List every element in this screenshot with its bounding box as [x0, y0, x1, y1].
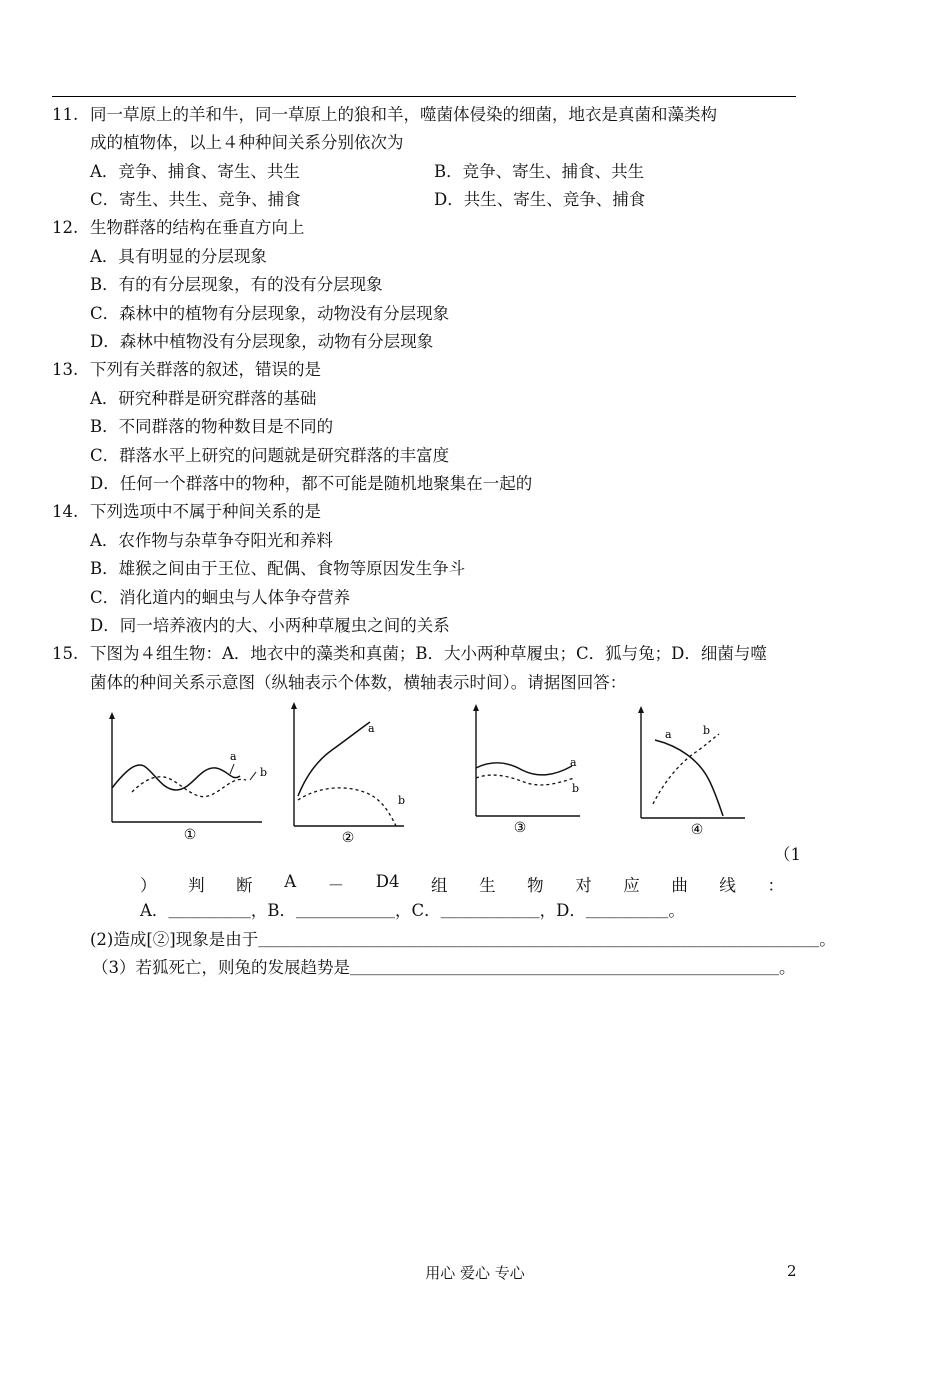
q11-option-d: D．共生、寄生、竞争、捕食 — [434, 190, 646, 209]
page-number: 2 — [787, 1262, 797, 1280]
figure-4 — [633, 704, 753, 839]
figure-3 — [468, 702, 588, 837]
q15-sub1-spread-line — [140, 872, 784, 896]
q14-option-b: B．雄猴之间由于王位、配偶、食物等原因发生争斗 — [90, 559, 466, 578]
figure-1-curve-a — [112, 765, 240, 790]
figure-4-curve-b — [653, 734, 719, 804]
q14-option-a: A．农作物与杂草争夺阳光和养料 — [90, 531, 333, 550]
figure-4-label-a: a — [665, 728, 672, 741]
figure-1-label-a: a — [230, 750, 237, 763]
q15-stem-line2: 菌体的种间关系示意图（纵轴表示个体数，横轴表示时间）。请据图回答： — [90, 673, 627, 692]
q15-sub1-char: 断 — [236, 876, 253, 895]
q15-sub1-char: 生 — [479, 876, 496, 895]
q13-option-b: B．不同群落的物种数目是不同的 — [90, 417, 334, 436]
header-rule — [52, 96, 796, 97]
q15-sub2: (2)造成[②]现象是由于＿＿＿＿＿＿＿＿＿＿＿＿＿＿＿＿＿＿＿＿＿＿＿＿＿＿＿＿＿＿＿＿＿＿。 — [90, 930, 836, 949]
figure-3-label-b: b — [572, 782, 580, 795]
q15-sub1-open: （1 — [774, 845, 801, 864]
q15-sub1-char: 曲 — [671, 876, 688, 895]
q15-sub1-char: 物 — [527, 876, 544, 895]
q15-sub1-char: 组 — [431, 876, 448, 895]
q12-option-b: B．有的有分层现象，有的没有分层现象 — [90, 275, 383, 294]
q11-stem-line1: 同一草原上的羊和牛，同一草原上的狼和羊，噬菌体侵染的细菌，地衣是真菌和藻类构 — [90, 105, 717, 124]
footer-motto: 用心 爱心 专心 — [425, 1264, 525, 1282]
figure-2-y-arrow — [291, 702, 297, 709]
figure-3-curve-a — [476, 763, 572, 775]
figure-4-number: ④ — [690, 822, 704, 838]
figure-1-number: ① — [183, 827, 197, 843]
q14-option-d: D．同一培养液内的大、小两种草履虫之间的关系 — [90, 616, 450, 635]
q11-number: 11. — [52, 105, 79, 124]
q15-sub1-char: ） — [140, 876, 157, 895]
q15-sub1-blanks: A．＿＿＿＿＿，B．＿＿＿＿＿＿，C．＿＿＿＿＿＿，D．＿＿＿＿＿。 — [140, 901, 685, 920]
figure-1-leader-b — [250, 772, 256, 780]
q13-option-c: C．群落水平上研究的问题就是研究群落的丰富度 — [90, 446, 450, 465]
q12-option-a: A．具有明显的分层现象 — [90, 247, 267, 266]
figure-3-number: ③ — [513, 820, 527, 836]
figure-2-number: ② — [341, 830, 355, 845]
figure-1-curve-b — [132, 777, 246, 797]
q12-number: 12. — [52, 218, 79, 237]
q14-stem: 下列选项中不属于种间关系的是 — [90, 502, 321, 521]
q12-option-c: C．森林中的植物有分层现象，动物没有分层现象 — [90, 304, 450, 323]
q15-sub1-char: A — [284, 872, 297, 891]
figure-3-curve-b — [476, 775, 574, 785]
q15-sub1-char: 对 — [575, 876, 592, 895]
q11-option-c: C．寄生、共生、竞争、捕食 — [90, 190, 301, 209]
q15-stem-line1: 下图为４组生物：A．地衣中的藻类和真菌；B．大小两种草履虫；C．狐与兔；D．细菌与噬 — [90, 644, 767, 663]
figure-1 — [104, 710, 274, 845]
q15-sub1-char: 判 — [188, 876, 205, 895]
q15-sub1-char: ： — [767, 876, 784, 895]
q13-stem: 下列有关群落的叙述，错误的是 — [90, 360, 321, 379]
figure-3-label-a: a — [570, 756, 577, 769]
q14-option-c: C．消化道内的蛔虫与人体争夺营养 — [90, 588, 351, 607]
q11-stem-line2: 成的植物体，以上４种种间关系分别依次为 — [90, 133, 404, 152]
q13-number: 13. — [52, 360, 79, 379]
figure-1-y-arrow — [109, 712, 115, 719]
q15-sub3: （3）若狐死亡，则兔的发展趋势是＿＿＿＿＿＿＿＿＿＿＿＿＿＿＿＿＿＿＿＿＿＿＿＿＿＿。 — [92, 958, 796, 977]
q15-sub1-char: 应 — [623, 876, 640, 895]
figure-4-y-arrow — [638, 706, 644, 713]
q15-sub1-char: 线 — [719, 876, 736, 895]
q11-option-b: B．竞争、寄生、捕食、共生 — [434, 162, 645, 181]
figure-1-label-b: b — [260, 766, 268, 779]
figure-2-label-b: b — [398, 794, 406, 807]
figure-2-curve-a — [298, 722, 370, 796]
q15-sub1-char: － — [327, 876, 345, 895]
q15-sub1-char: D4 — [375, 872, 400, 891]
figure-2 — [286, 700, 416, 845]
figure-3-y-arrow — [473, 704, 479, 711]
q13-option-a: A．研究种群是研究群落的基础 — [90, 389, 317, 408]
figure-2-label-a: a — [368, 722, 375, 735]
figure-4-label-b: b — [703, 724, 711, 737]
q11-option-a: A．竞争、捕食、寄生、共生 — [90, 162, 300, 181]
figure-1-leader-a — [230, 764, 234, 774]
q13-option-d: D．任何一个群落中的物种，都不可能是随机地聚集在一起的 — [90, 474, 533, 493]
q14-number: 14. — [52, 502, 79, 521]
q15-number: 15. — [52, 644, 79, 663]
figure-4-curve-a — [655, 740, 723, 816]
figure-2-curve-b — [298, 788, 396, 826]
q12-stem: 生物群落的结构在垂直方向上 — [90, 218, 305, 237]
q12-option-d: D．森林中植物没有分层现象，动物有分层现象 — [90, 332, 434, 351]
